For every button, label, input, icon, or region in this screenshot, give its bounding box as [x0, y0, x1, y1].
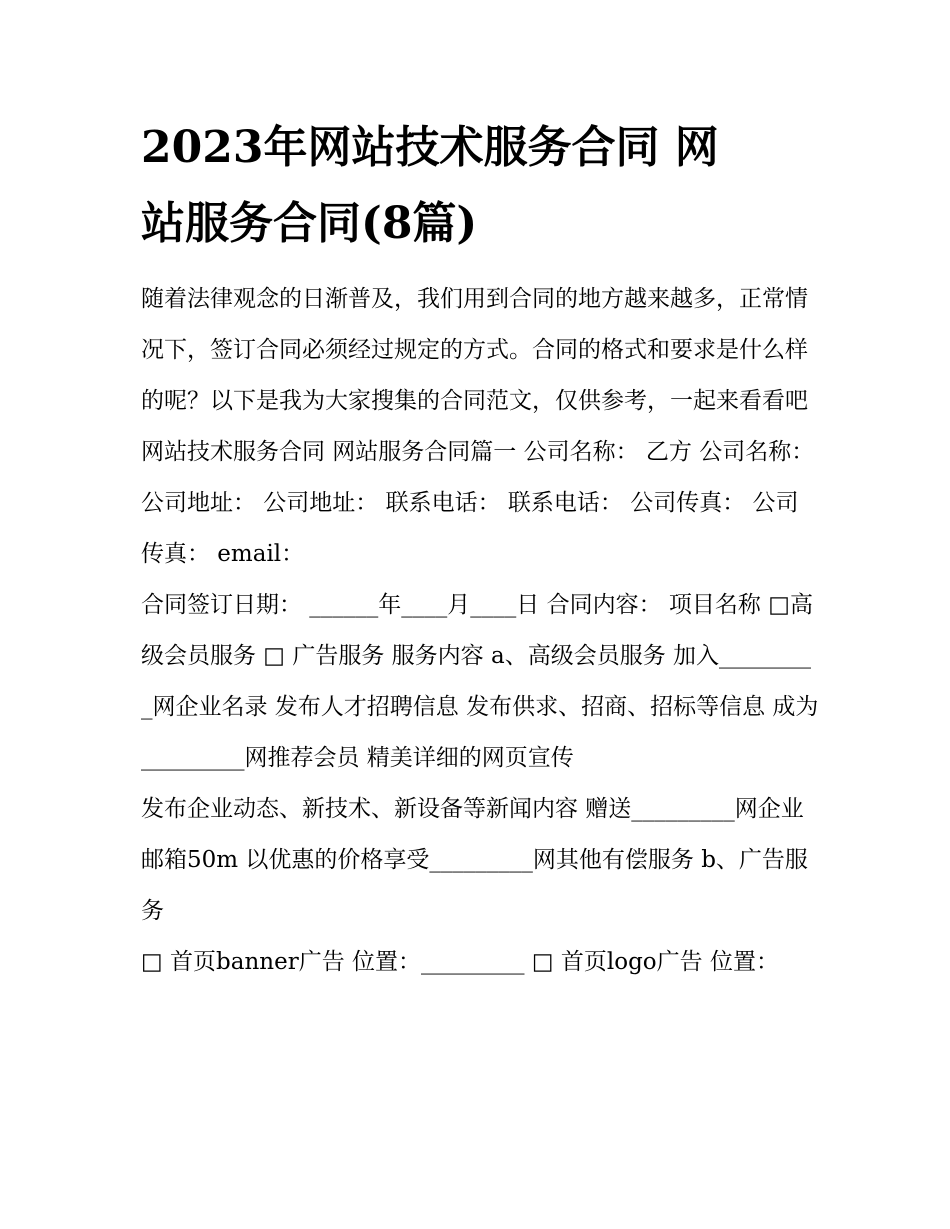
title-line-2: 站服务合同(8篇) — [141, 198, 478, 249]
party-info-paragraph: 网站技术服务合同 网站服务合同篇一 公司名称： 乙方 公司名称： 公司地址： 公司地址： 联系电话： 联系电话： 公司传真： 公司传真： email： — [141, 439, 815, 567]
contract-content-paragraph: 合同签订日期： ______年____月____日 合同内容： 项目名称 □高级会员服务 □ 广告服务 服务内容 a、高级会员服务 加入_________网企业名录 发布人才招聘信息 发布供求、招商、招标等信息 成为_________网推荐会员 精美详细的网页宣传 — [141, 592, 819, 771]
service-details-paragraph: 发布企业动态、新技术、新设备等新闻内容 赠送_________网企业邮箱50m 以优惠的价格享受_________网其他有偿服务 b、广告服务 — [141, 796, 808, 924]
title-line-1: 2023年网站技术服务合同 网 — [141, 122, 719, 173]
intro-paragraph: 随着法律观念的日渐普及，我们用到合同的地方越来越多，正常情况下，签订合同必须经过规定的方式。合同的格式和要求是什么样的呢？以下是我为大家搜集的合同范文，仅供参考，一起来看看吧 — [141, 286, 808, 414]
document-body — [141, 110, 821, 988]
document-title — [141, 110, 821, 262]
ad-service-paragraph: □ 首页banner广告 位置：_________ □ 首页logo广告 位置： — [141, 949, 779, 975]
